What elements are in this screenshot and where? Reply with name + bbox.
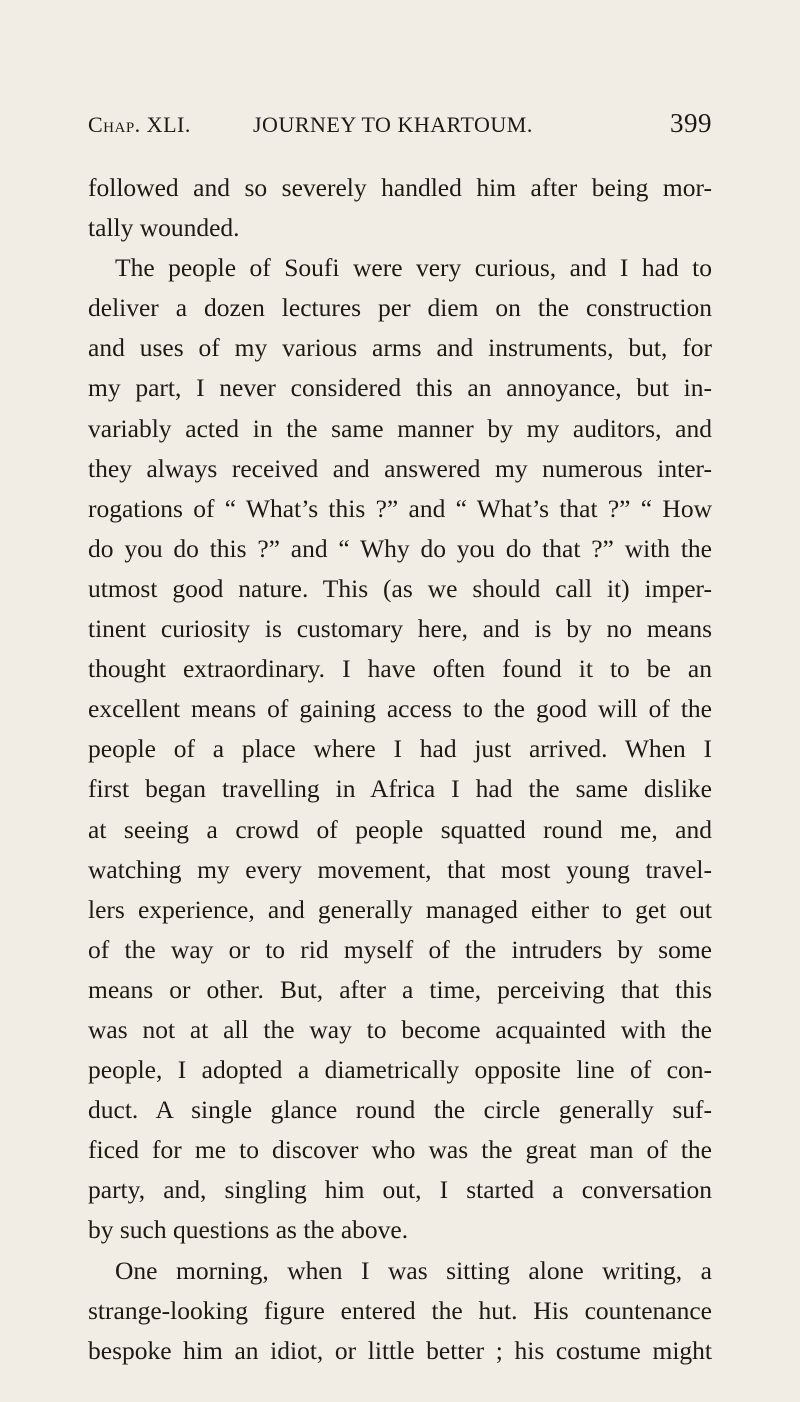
text-line: was not at all the way to become acquainted with the bbox=[88, 1014, 712, 1044]
text-line: followed and so severely handled him after being mor- bbox=[88, 173, 712, 202]
text-line: means or other. But, after a time, perceiving that this bbox=[88, 974, 712, 1004]
text-line: deliver a dozen lectures per diem on the construction bbox=[88, 293, 712, 323]
text-line: watching my every movement, that most young travel- bbox=[88, 854, 712, 884]
text-line: do you do this ?” and “ Why do you do that ?” with the bbox=[88, 533, 712, 563]
text-line: excellent means of gaining access to the good will of the bbox=[88, 694, 712, 724]
text-line: The people of Soufi were very curious, and I had to bbox=[115, 253, 712, 283]
chapter-label: Chap. XLI. bbox=[88, 112, 191, 137]
text-line: utmost good nature. This (as we should call it) imper- bbox=[88, 573, 712, 603]
chapter-title: JOURNEY TO KHARTOUM. bbox=[253, 112, 533, 137]
text-line: variably acted in the same manner by my auditors, and bbox=[88, 413, 712, 443]
page-number: 399 bbox=[670, 108, 712, 138]
text-line: at seeing a crowd of people squatted round me, and bbox=[88, 814, 712, 844]
running-head bbox=[88, 108, 712, 148]
text-line: first began travelling in Africa I had the same dislike bbox=[88, 774, 712, 804]
text-line: of the way or to rid myself of the intruders by some bbox=[88, 934, 712, 964]
text-line: lers experience, and generally managed either to get out bbox=[88, 894, 712, 924]
text-line: people, I adopted a diametrically opposite line of con- bbox=[88, 1055, 712, 1085]
text-line: and uses of my various arms and instruments, but, for bbox=[88, 333, 712, 363]
text-line: duct. A single glance round the circle generally suf- bbox=[88, 1095, 712, 1125]
text-line: thought extraordinary. I have often found it to be an bbox=[88, 654, 712, 684]
text-line: tinent curiosity is customary here, and is by no means bbox=[88, 614, 712, 644]
text-line: party, and, singling him out, I started a conversation bbox=[88, 1175, 712, 1205]
text-line: people of a place where I had just arrived. When I bbox=[88, 734, 712, 764]
text-line: ficed for me to discover who was the great man of the bbox=[88, 1135, 712, 1165]
text-line: tally wounded. bbox=[88, 213, 240, 243]
text-line: One morning, when I was sitting alone writing, a bbox=[115, 1255, 712, 1285]
body-text bbox=[88, 168, 712, 1371]
text-line: rogations of “ What’s this ?” and “ What’s that ?” “ How bbox=[88, 493, 712, 523]
text-line: my part, I never considered this an annoyance, but in- bbox=[88, 373, 712, 403]
text-line: they always received and answered my numerous inter- bbox=[88, 453, 712, 483]
text-line: by such questions as the above. bbox=[88, 1215, 409, 1245]
text-line: strange-looking figure entered the hut. His countenance bbox=[88, 1295, 712, 1325]
text-line: bespoke him an idiot, or little better ; his costume might bbox=[88, 1335, 712, 1365]
